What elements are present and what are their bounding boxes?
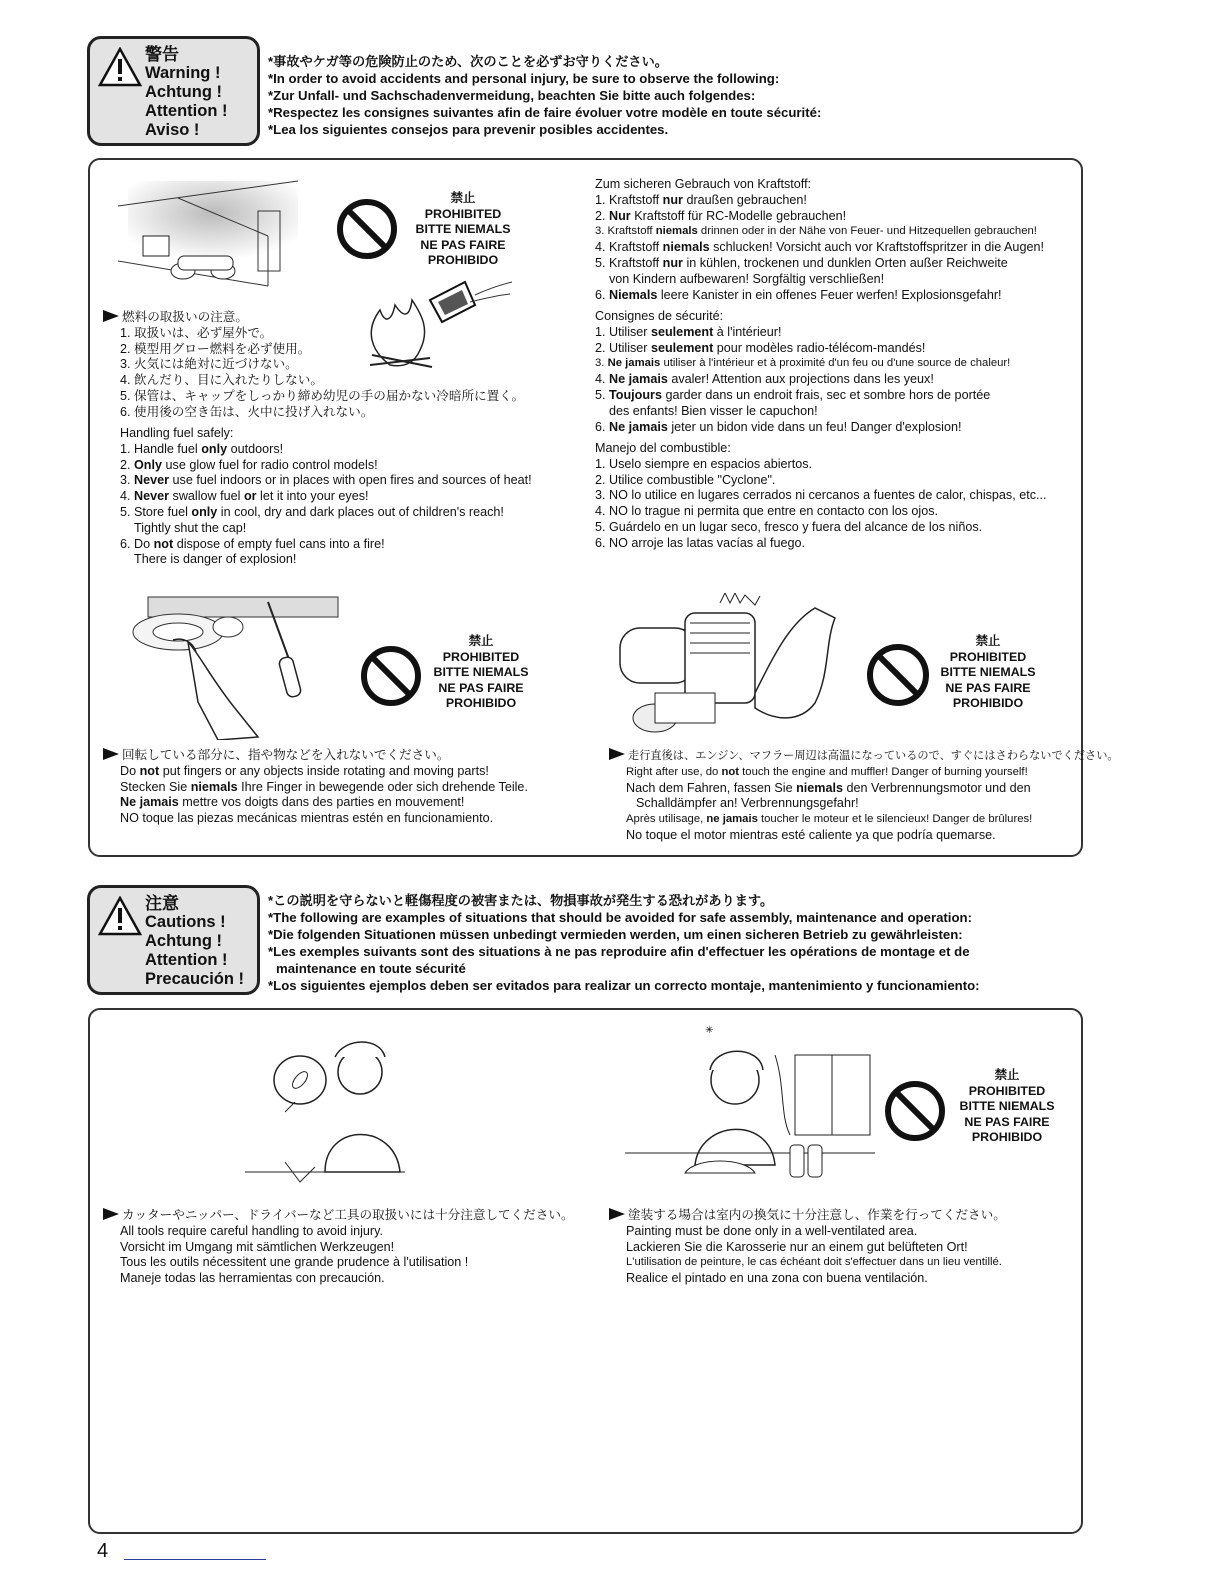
warning-header: *事故やケガ等の危険防止のため、次のことを必ずお守りください。 *In order to avoid accidents and personal injury, be sure to observe the following: *Zur Unfall- und Sachschadenvermeidung, beachten Sie bitte auch folgendes: *Respectez les consignes suivantes afin de faire évoluer votre modèle en toute sécurité: *Lea los siguientes consejos para prevenir posibles accidentes. bbox=[268, 54, 822, 137]
warning-badge bbox=[87, 36, 260, 146]
prohibited-sign-icon bbox=[360, 645, 422, 707]
prohibited-sign-icon bbox=[336, 198, 398, 260]
tools-instructions: カッターやニッパー、ドライバーなど工具の取扱いには十分注意してください。 All tools require careful handling to avoid injury. Vorsicht im Umgang mit sämtlichen Werkzeugen! Tous les outils nécessitent une grande prudence à l'utilisation ! Maneje todas las herramientas con precaución. bbox=[103, 1208, 574, 1287]
prohibited-label: 禁止 PROHIBITED BITTE NIEMALS NE PAS FAIRE PROHIBIDO bbox=[415, 191, 511, 268]
caution-badge-labels: 注意 Cautions ! Achtung ! Attention ! Precaución ! bbox=[145, 894, 245, 988]
prohibited-sign-icon bbox=[884, 1080, 946, 1142]
fuel-de-instructions: Zum sicheren Gebrauch von Kraftstoff: 1. Kraftstoff nur draußen gebrauchen! 2. Nur Kraftstoff für RC-Modelle gebrauchen! 3. Kraftstoff niemals drinnen oder in der Nähe von Feuer- und Hitzequellen gebrauchen! 4. Kraftstoff niemals schlucken! Vorsicht auch vor Kraftstoffspritzer in die Augen! 5. Kraftstoff nur in kühlen, trockenen und dunklen Orten außer Reichweite von Kindern aufbewaren! Sorgfältig verschließen! 6. Niemals leere Kanister in ein offenes Feuer werfen! Explosionsgefahr! bbox=[595, 177, 1044, 302]
room-fuel-illustration bbox=[118, 176, 303, 294]
fuel-fr-instructions: Consignes de sécurité: 1. Utiliser seulement à l'intérieur! 2. Utiliser seulement pour modèles radio-télécom-mandés! 3. Ne jamais utiliser à l'intérieur et à proximité d'un feu ou d'une source de chaleur! 4. Ne jamais avaler! Attention aux projections dans les yeux! 5. Toujours garder dans un endroit frais, sec et sombre hors de portée des enfants! Bien visser le capuchon! 6. Ne jamais jeter un bidon vide dans un feu! Danger d'explosion! bbox=[595, 309, 1011, 434]
warning-triangle-icon bbox=[98, 896, 142, 936]
prohibited-label: 禁止 PROHIBITED BITTE NIEMALS NE PAS FAIRE PROHIBIDO bbox=[433, 634, 529, 711]
fuel-en-instructions: Handling fuel safely: 1. Handle fuel only outdoors! 2. Only use glow fuel for radio control models! 3. Never use fuel indoors or in places with open fires and sources of heat! 4. Never swallow fuel or let it into your eyes! 5. Store fuel only in cool, dry and dark places out of children's reach! Tightly shut the cap! 6. Do not dispose of empty fuel cans into a fire! There is danger of explosion! bbox=[120, 426, 532, 567]
caution-badge bbox=[87, 885, 260, 995]
prohibited-sign-icon bbox=[866, 643, 930, 707]
caution-header: *この説明を守らないと軽傷程度の被害または、物損事故が発生する恐れがあります。 *The following are examples of situations that should be avoided for safe assembly, maintenance and operation: *Die folgenden Situationen müssen unbedingt vermieden werden, um einen sicheren Betrieb zu gewährleisten: *Les exemples suivants sont des situations à ne pas reproduire afin d'effectuer les opérations de montage et de maintenance en toute sécurité *Los siguientes ejemplos deben ser evitados para realizar un correcto montaje, mantenimiento y funcionamiento: bbox=[268, 893, 980, 993]
rotating-parts-instructions: 回転している部分に、指や物などを入れないでください。 Do not put fingers or any objects inside rotating and moving parts! Stecken Sie niemals Ihre Finger in bewegende oder sich drehende Teile. Ne jamais mettre vos doigts dans des parties en mouvement! NO toque las piezas mecánicas mientras estén en funcionamiento. bbox=[103, 748, 528, 827]
svg-text:✳: ✳ bbox=[705, 1025, 714, 1036]
prohibited-label: 禁止 PROHIBITED BITTE NIEMALS NE PAS FAIRE PROHIBIDO bbox=[940, 634, 1036, 711]
warning-badge-labels: 警告 Warning ! Achtung ! Attention ! Aviso ! bbox=[145, 45, 228, 139]
fuel-jp-instructions: 燃料の取扱いの注意。 1. 取扱いは、必ず屋外で。 2. 模型用グロー燃料を必ず使用。 3. 火気には絶対に近づけない。 4. 飲んだり、目に入れたりしない。 5. 保管は、キャップをしっかり締め幼児の手の届かない冷暗所に置く。 6. 使用後の空き缶は、火中に投げ入れない。 bbox=[103, 310, 524, 421]
page-number: 4 bbox=[97, 1540, 109, 1562]
fuel-es-instructions: Manejo del combustible: 1. Uselo siempre en espacios abiertos. 2. Utilice combustible "Cyclone". 3. NO lo utilice en lugares cerrados ni cercanos a fuentes de calor, chispas, etc... 4. NO lo trague ni permita que entre en contacto con los ojos. 5. Guárdelo en un lugar seco, fresco y fuera del alcance de los niños. 6. NO arroje las latas vacías al fuego. bbox=[595, 441, 1047, 550]
hot-engine-illustration bbox=[615, 593, 855, 738]
rotating-parts-illustration bbox=[118, 582, 343, 740]
painting-instructions: 塗装する場合は室内の換気に十分注意し、作業を行ってください。 Painting must be done only in a well-ventilated area. Lackieren Sie die Karosserie nur an einem gut belüfteten Ort! L'utilisation de peinture, le cas échéant doit s'effectuer dans un lieu ventillé. Realice el pintado en una zona con buena ventilación. bbox=[609, 1208, 1006, 1287]
hot-engine-instructions: 走行直後は、エンジン、マフラー周辺は高温になっているので、すぐにはさわらないでください。 Right after use, do not touch the engine and muffler! Danger of burning yourself! Nach dem Fahren, fassen Sie niemals den Verbrennungsmotor und den Schalldämpfer an! Verbrennungsgefahr! Après utilisage, ne jamais toucher le moteur et le silencieux! Danger de brûlures! No toque el motor mientras esté caliente ya que podría quemarse. bbox=[609, 748, 1119, 844]
prohibited-label: 禁止 PROHIBITED BITTE NIEMALS NE PAS FAIRE PROHIBIDO bbox=[959, 1068, 1055, 1145]
painting-ventilation-illustration bbox=[625, 1025, 875, 1190]
tools-injury-illustration bbox=[245, 1022, 410, 1192]
warning-triangle-icon bbox=[98, 47, 142, 87]
footer-link-line bbox=[124, 1559, 266, 1560]
